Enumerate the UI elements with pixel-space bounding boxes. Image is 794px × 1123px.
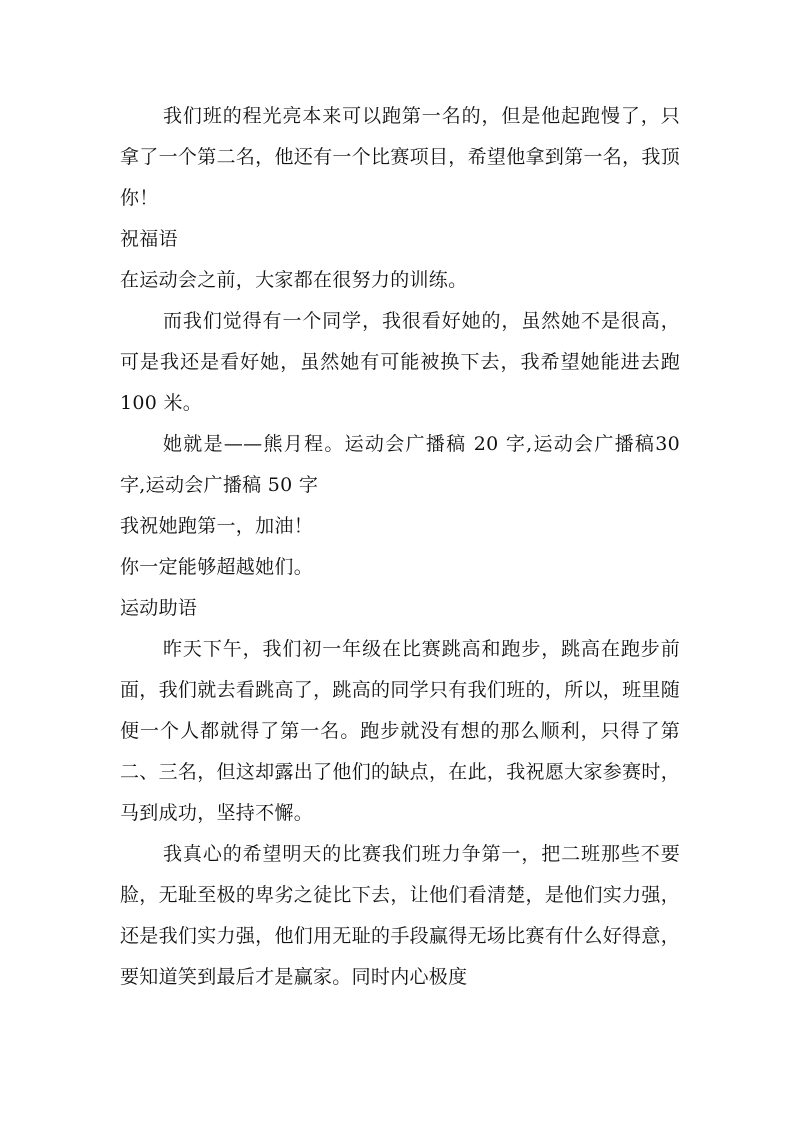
paragraph-training: 在运动会之前，大家都在很努力的训练。 <box>120 269 468 291</box>
paragraph-classmate: 而我们觉得有一个同学，我很看好她的，虽然她不是很高，可是我还是看好她，虽然她有可能被换下去，我希望她能进去跑 100 米。 <box>120 310 680 414</box>
heading-sports-cheer: 运动助语 <box>120 597 198 619</box>
paragraph-wish-first: 我祝她跑第一，加油！ <box>120 515 314 537</box>
paragraph-yesterday: 昨天下午，我们初一年级在比赛跳高和跑步，跳高在跑步前面，我们就去看跳高了，跳高的同学只有我们班的，所以，班里随便一个人都就得了第一名。跑步就没有想的那么顺利，只得了第二、三名，但这却露出了他们的缺点，在此，我祝愿大家参赛时，马到成功，坚持不懈。 <box>120 638 680 824</box>
paragraph-cheng-guangliang: 我们班的程光亮本来可以跑第一名的，但是他起跑慢了，只拿了一个第二名，他还有一个比赛项目，希望他拿到第一名，我顶你！ <box>120 105 680 209</box>
document-body <box>120 96 680 998</box>
heading-blessings: 祝福语 <box>120 228 178 250</box>
paragraph-surpass: 你一定能够超越她们。 <box>120 556 314 578</box>
paragraph-tomorrow: 我真心的希望明天的比赛我们班力争第一，把二班那些不要脸，无耻至极的卑劣之徒比下去，让他们看清楚，是他们实力强，还是我们实力强，他们用无耻的手段赢得无场比赛有什么好得意，要知道笑到最后才是赢家。同时内心极度 <box>120 843 680 988</box>
paragraph-xiong-yuecheng: 她就是——熊月程。运动会广播稿 20 字,运动会广播稿30 字,运动会广播稿 50 字 <box>120 433 680 496</box>
